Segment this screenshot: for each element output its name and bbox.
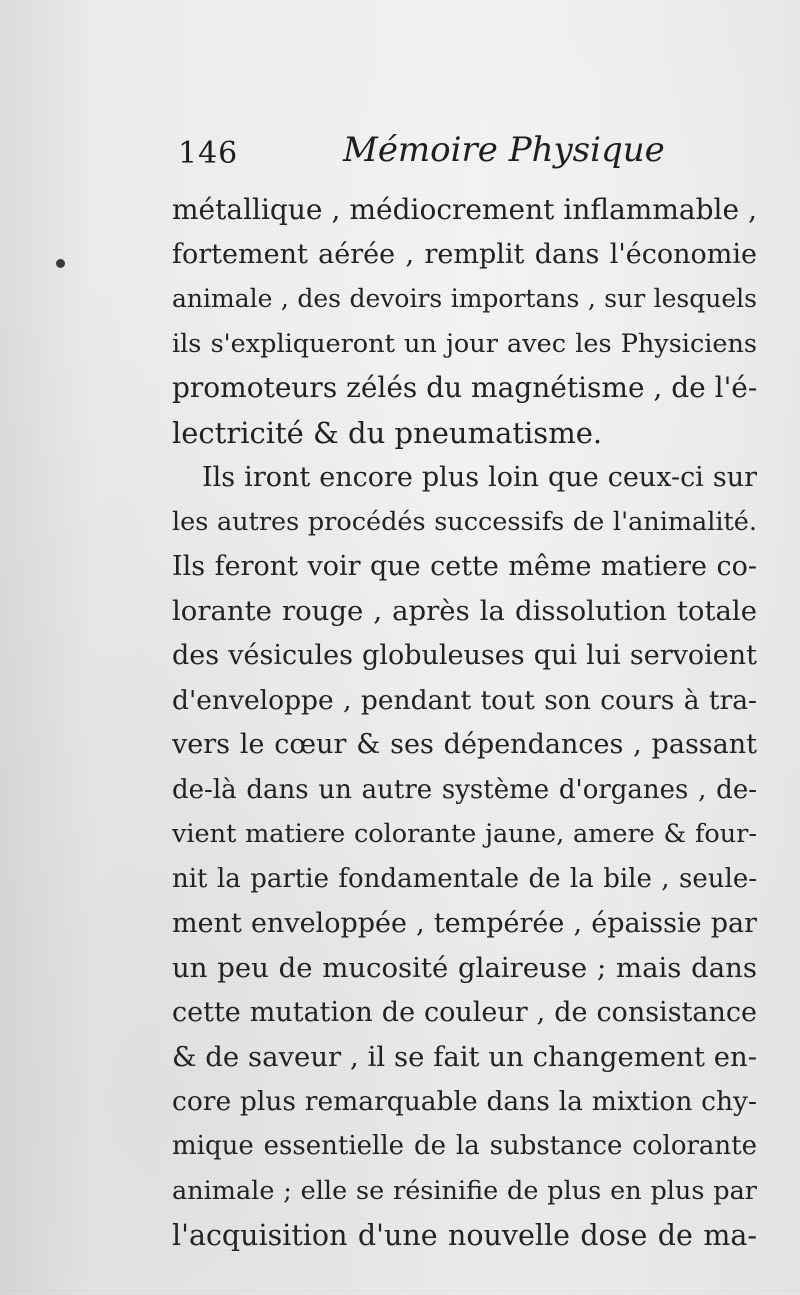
page-header: [178, 130, 738, 180]
text-line: lorante rouge , après la dissolution totale: [172, 595, 757, 628]
text-line: Ils feront voir que cette même matiere co-: [172, 550, 757, 582]
body-text: [172, 188, 757, 1258]
text-line: core plus remarquable dans la mixtion chy-: [172, 1085, 757, 1117]
page-number: 146: [178, 136, 239, 171]
text-line: animale , des devoirs importans , sur lesquels: [172, 284, 757, 314]
text-line: ment enveloppée , tempérée , épaissie par: [172, 907, 757, 939]
text-line: ils s'expliqueront un jour avec les Physiciens: [172, 328, 757, 359]
text-line: les autres procédés successifs de l'animalité.: [172, 507, 757, 538]
text-line: nit la partie fondamentale de la bile , seule-: [172, 863, 757, 894]
text-line: animale ; elle se résinifie de plus en plus par: [172, 1176, 757, 1207]
text-line: promoteurs zélés du magnétisme , de l'é-: [172, 371, 757, 405]
text-line: vient matiere colorante jaune, amere & four-: [172, 819, 757, 850]
text-line: lectricité & du pneumatisme.: [172, 415, 603, 450]
text-line: des vésicules globuleuses qui lui servoient: [172, 639, 757, 671]
text-line: cette mutation de couleur , de consistance: [172, 996, 757, 1028]
text-line: de-là dans un autre système d'organes , de-: [172, 774, 757, 805]
running-title: Mémoire Physique: [343, 130, 665, 170]
text-line: vers le cœur & ses dépendances , passant: [172, 729, 757, 761]
text-line: d'enveloppe , pendant tout son cours à tra-: [172, 684, 757, 716]
text-line: & de saveur , il se fait un changement en-: [172, 1041, 757, 1074]
text-line: fortement aérée , remplit dans l'économie: [172, 238, 757, 270]
text-line: mique essentielle de la substance colorante: [172, 1131, 757, 1162]
text-line: métallique , médiocrement inflammable ,: [172, 193, 757, 226]
text-line: Ils iront encore plus loin que ceux-ci sur: [202, 461, 757, 493]
text-line: l'acquisition d'une nouvelle dose de ma-: [172, 1218, 757, 1252]
text-line: un peu de mucosité glaireuse ; mais dans: [172, 952, 757, 985]
margin-ink-dot: [56, 259, 65, 268]
